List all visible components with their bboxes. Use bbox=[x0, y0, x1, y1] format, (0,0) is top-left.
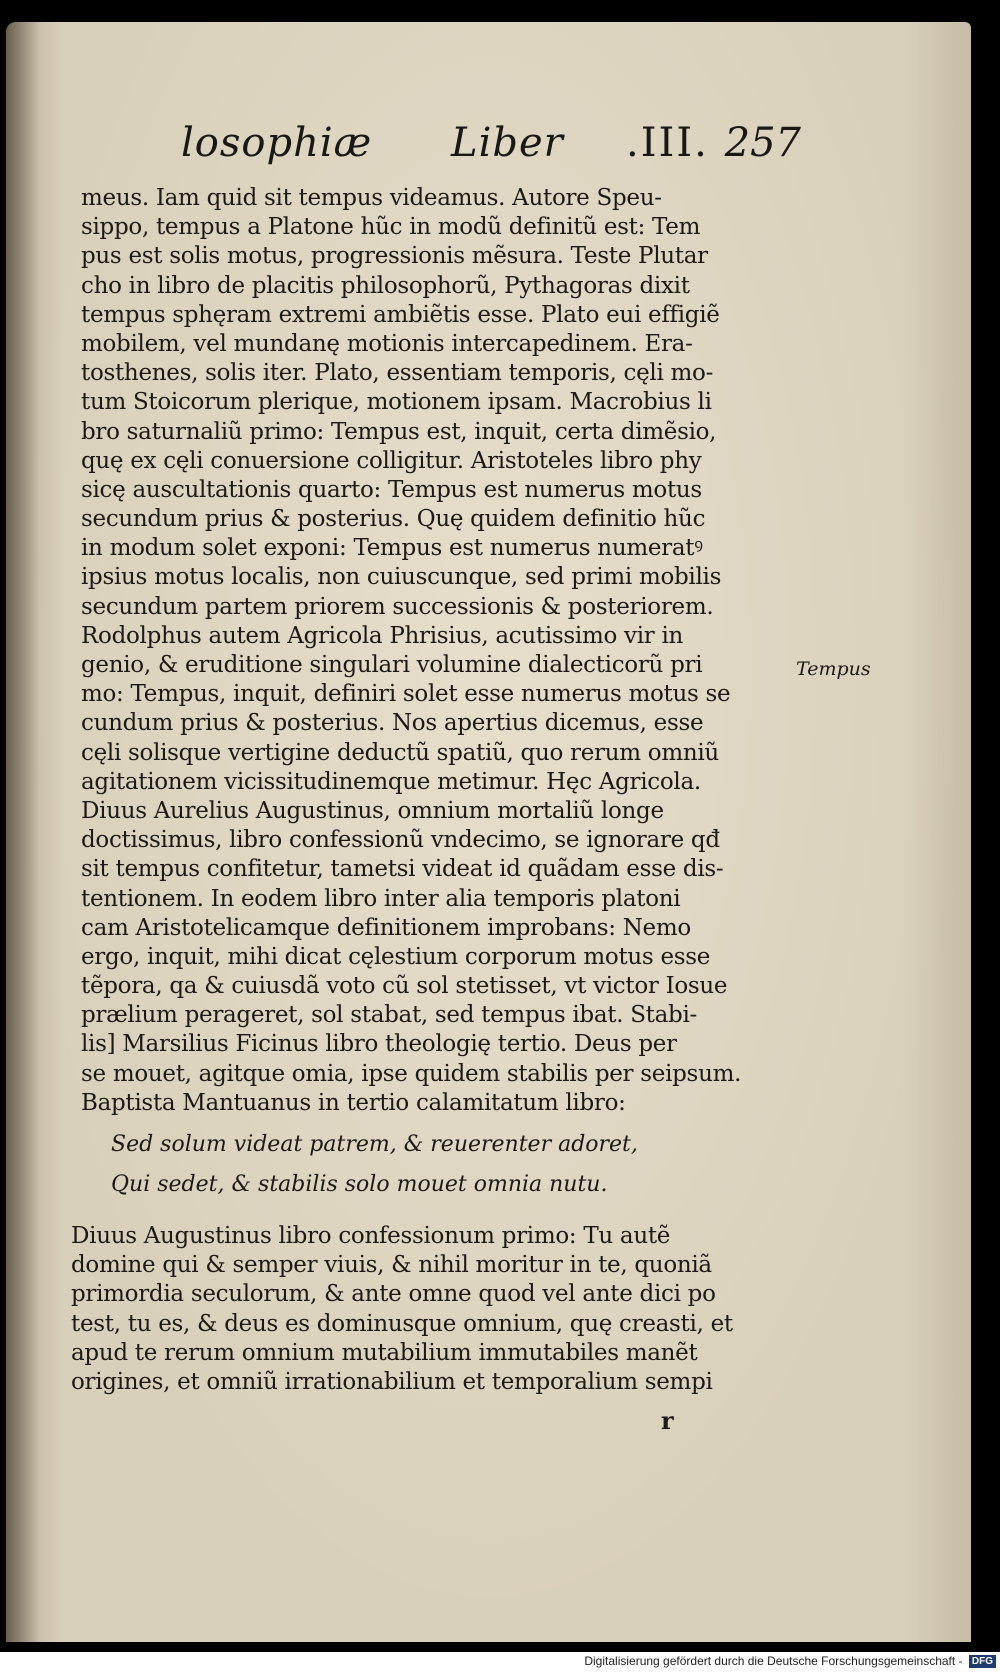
text-line: agitationem vicissitudinemque metimur. Hęc Agricola. bbox=[81, 768, 701, 795]
text-line: secundum partem priorem successionis & posteriorem. bbox=[81, 593, 714, 620]
text-line: Rodolphus autem Agricola Phrisius, acutissimo vir in bbox=[81, 622, 684, 649]
dfg-logo: DFG bbox=[969, 1655, 996, 1668]
text-line: secundum prius & posterius. Quę quidem definitio hũc bbox=[81, 506, 706, 533]
text-line: tempus sphęram extremi ambiẽtis esse. Plato eui effigiẽ bbox=[81, 301, 720, 328]
text-line: mobilem, vel mundanę motionis intercapedinem. Era- bbox=[81, 330, 693, 357]
running-head-book: Liber bbox=[451, 120, 564, 166]
text-line: sicę auscultationis quarto: Tempus est numerus motus bbox=[81, 476, 702, 503]
verse-line: Qui sedet, & stabilis solo mouet omnia nutu. bbox=[111, 1172, 608, 1197]
show-through-smudge bbox=[874, 1027, 934, 1051]
text-line: prælium perageret, sol stabat, sed tempus ibat. Stabi- bbox=[81, 1002, 697, 1029]
signature-mark: r bbox=[661, 1406, 674, 1435]
text-line: Baptista Mantuanus in tertio calamitatum libro: bbox=[81, 1089, 626, 1116]
text-line: doctissimus, libro confessionũ vndecimo, se ignorare qđ bbox=[81, 827, 720, 854]
text-line: primordia seculorum, & ante omne quod vel ante dici po bbox=[71, 1281, 716, 1308]
body-text bbox=[81, 184, 781, 1118]
text-line: sippo, tempus a Platone hũc in modũ definitũ est: Tem bbox=[81, 214, 701, 241]
text-line: tum Stoicorum plerique, motionem ipsam. Macrobius li bbox=[81, 389, 712, 416]
text-line: meus. Iam quid sit tempus videamus. Autore Speu- bbox=[81, 185, 662, 211]
text-line: mo: Tempus, inquit, definiri solet esse numerus motus se bbox=[81, 681, 731, 708]
body-text-continued bbox=[71, 1222, 781, 1397]
verse-quotation bbox=[111, 1125, 771, 1205]
verse-line: Sed solum videat patrem, & reuerenter adoret, bbox=[111, 1132, 638, 1157]
gutter-shadow bbox=[6, 22, 40, 1642]
text-line: domine qui & semper viuis, & nihil moritur in te, quoniã bbox=[71, 1252, 712, 1279]
running-head-book-number: .III. bbox=[626, 120, 709, 166]
marginal-note: Tempus bbox=[796, 658, 871, 680]
text-line: cęli solisque vertigine deductũ spatiũ, quo rerum omniũ bbox=[81, 739, 719, 766]
text-line: cam Aristotelicamque definitionem improbans: Nemo bbox=[81, 914, 691, 941]
text-line: origines, et omniũ irrationabilium et temporalium sempi bbox=[71, 1368, 713, 1395]
text-line: bro saturnaliũ primo: Tempus est, inquit, certa dimẽsio, bbox=[81, 418, 717, 445]
text-line: tentionem. In eodem libro inter alia temporis platoni bbox=[81, 885, 681, 912]
text-line: cundum prius & posterius. Nos apertius dicemus, esse bbox=[81, 710, 704, 737]
text-line: Diuus Aurelius Augustinus, omnium mortaliũ longe bbox=[81, 797, 664, 824]
text-line: ipsius motus localis, non cuiuscunque, sed primi mobilis bbox=[81, 564, 722, 591]
text-line: apud te rerum omnium mutabilium immutabiles manẽt bbox=[71, 1339, 698, 1366]
text-line: tẽpora, qa & cuiusdã voto cũ sol stetisset, vt victor Iosue bbox=[81, 973, 728, 1000]
text-line: pus est solis motus, progressionis mẽsura. Teste Plutar bbox=[81, 243, 708, 270]
page-number: 257 bbox=[724, 120, 801, 166]
text-line: sit tempus confitetur, tametsi videat id quãdam esse dis- bbox=[81, 856, 724, 883]
digitization-footer bbox=[0, 1652, 1000, 1673]
running-head-title: losophiæ bbox=[181, 120, 373, 166]
running-head bbox=[181, 120, 801, 180]
text-line: se mouet, agitque omia, ipse quidem stabilis per seipsum. bbox=[81, 1060, 742, 1087]
text-line: Diuus Augustinus libro confessionum primo: Tu autẽ bbox=[71, 1223, 671, 1249]
scanned-page bbox=[6, 22, 971, 1642]
text-line: tosthenes, solis iter. Plato, essentiam temporis, cęli mo- bbox=[81, 360, 714, 387]
text-line: test, tu es, & deus es dominusque omnium, quę creasti, et bbox=[71, 1310, 733, 1337]
text-line: ergo, inquit, mihi dicat cęlestium corporum motus esse bbox=[81, 943, 711, 970]
text-line: genio, & eruditione singulari volumine dialecticorũ pri bbox=[81, 652, 703, 678]
funding-credit bbox=[584, 1654, 996, 1668]
text-line: quę ex cęli conuersione colligitur. Aristoteles libro phy bbox=[81, 447, 702, 474]
text-line: cho in libro de placitis philosophorũ, Pythagoras dixit bbox=[81, 272, 690, 299]
text-line: lis] Marsilius Ficinus libro theologię tertio. Deus per bbox=[81, 1031, 677, 1058]
text-line: in modum solet exponi: Tempus est numerus numeratꝰ bbox=[81, 535, 703, 562]
funding-credit-text: Digitalisierung gefördert durch die Deutsche Forschungsgemeinschaft - bbox=[584, 1654, 963, 1668]
